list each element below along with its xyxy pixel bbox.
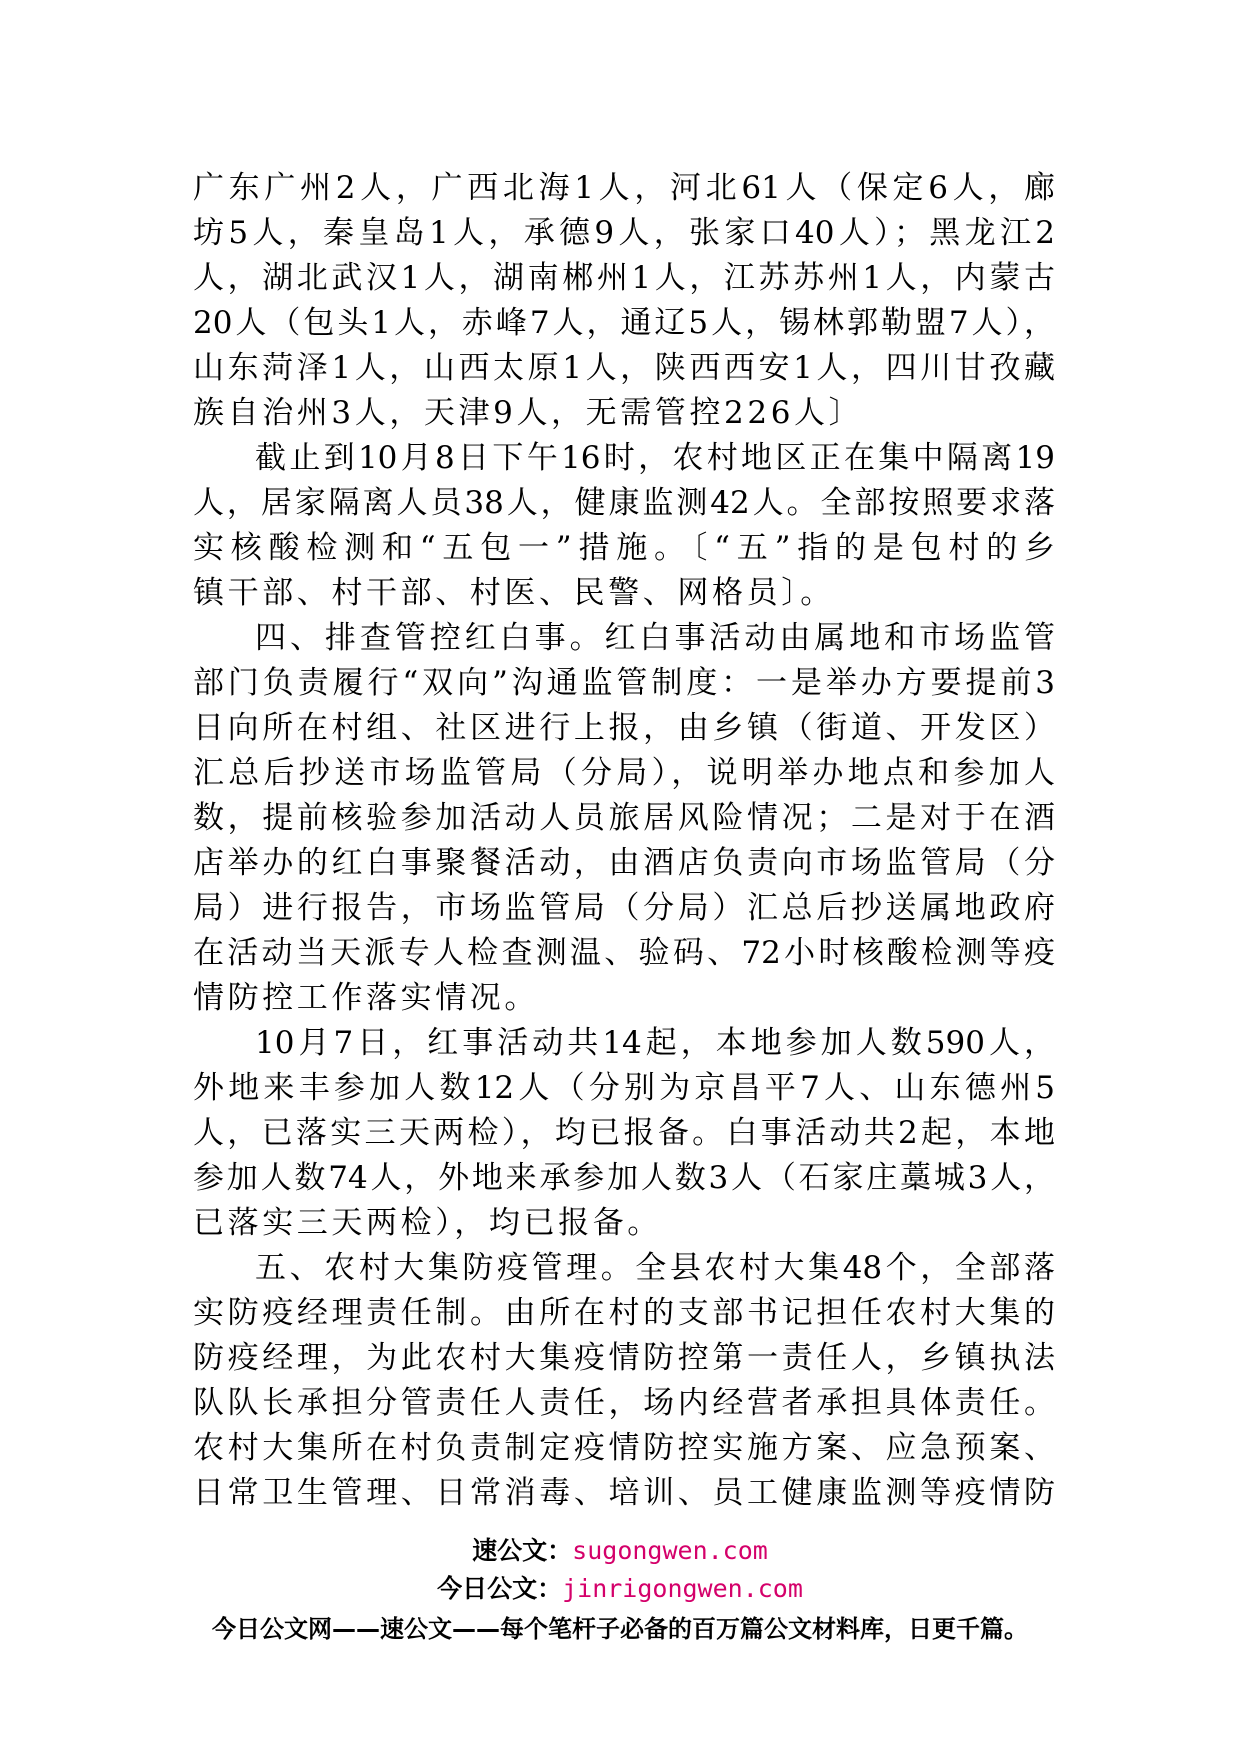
text-line: 山东菏泽1人，山西太原1人，陕西西安1人，四川甘孜藏	[193, 350, 1055, 386]
text-line: 截止到10月8日下午16时，农村地区正在集中隔离19	[255, 440, 1055, 476]
text-line: 日常卫生管理、日常消毒、培训、员工健康监测等疫情防	[193, 1475, 1055, 1511]
text-line: 在活动当天派专人检查测温、验码、72小时核酸检测等疫	[193, 935, 1055, 971]
text-line: 人，已落实三天两检），均已报备。白事活动共2起，本地	[193, 1115, 1055, 1151]
text-line: 参加人数74人，外地来承参加人数3人（石家庄藁城3人，	[193, 1160, 1055, 1196]
text-line: 实核酸检测和“五包一”措施。〔“五”指的是包村的乡	[193, 530, 1055, 566]
footer-jinrigongwen	[0, 1573, 1240, 1605]
text-line: 10月7日，红事活动共14起，本地参加人数590人，	[255, 1025, 1055, 1061]
footer-jinrigongwen-link[interactable]: jinrigongwen.com	[562, 1574, 803, 1603]
text-line: 情防控工作落实情况。	[193, 980, 539, 1016]
text-line: 镇干部、村干部、村医、民警、网格员〕。	[193, 575, 835, 611]
text-line: 已落实三天两检），均已报备。	[193, 1205, 662, 1241]
text-line: 店举办的红白事聚餐活动，由酒店负责向市场监管局（分	[193, 845, 1055, 881]
text-line: 局）进行报告，市场监管局（分局）汇总后抄送属地政府	[193, 890, 1055, 926]
text-line: 农村大集所在村负责制定疫情防控实施方案、应急预案、	[193, 1430, 1055, 1466]
text-line: 20人（包头1人，赤峰7人，通辽5人，锡林郭勒盟7人），	[193, 305, 1055, 341]
text-line: 族自治州3人，天津9人，无需管控226人〕	[193, 395, 864, 431]
text-line: 四、排查管控红白事。红白事活动由属地和市场监管	[255, 620, 1055, 656]
text-line: 外地来丰参加人数12人（分别为京昌平7人、山东德州5	[193, 1070, 1055, 1106]
text-line: 数，提前核验参加活动人员旅居风险情况；二是对于在酒	[193, 800, 1055, 836]
text-line: 人，湖北武汉1人，湖南郴州1人，江苏苏州1人，内蒙古	[193, 260, 1055, 296]
text-line: 广东广州2人，广西北海1人，河北61人（保定6人，廊	[193, 170, 1055, 206]
text-line: 日向所在村组、社区进行上报，由乡镇（街道、开发区）	[193, 710, 1055, 746]
text-line: 部门负责履行“双向”沟通监管制度：一是举办方要提前3	[193, 665, 1055, 701]
text-line: 实防疫经理责任制。由所在村的支部书记担任农村大集的	[193, 1295, 1055, 1331]
footer-sugongwen	[0, 1535, 1240, 1567]
text-line: 汇总后抄送市场监管局（分局），说明举办地点和参加人	[193, 755, 1055, 791]
footer-sugongwen-label: 速公文：	[472, 1536, 573, 1565]
text-line: 防疫经理，为此农村大集疫情防控第一责任人，乡镇执法	[193, 1340, 1055, 1376]
text-line: 坊5人，秦皇岛1人，承德9人，张家口40人）；黑龙江2	[193, 215, 1055, 251]
footer-sugongwen-link[interactable]: sugongwen.com	[572, 1536, 768, 1565]
footer-jinrigongwen-label: 今日公文：	[437, 1574, 563, 1603]
text-line: 人，居家隔离人员38人，健康监测42人。全部按照要求落	[193, 485, 1055, 521]
footer-tagline: 今日公文网——速公文——每个笔杆子必备的百万篇公文材料库，日更千篇。	[212, 1615, 1028, 1643]
document-body	[193, 166, 1055, 1516]
text-line: 队队长承担分管责任人责任，场内经营者承担具体责任。	[193, 1385, 1055, 1421]
text-line: 五、农村大集防疫管理。全县农村大集48个，全部落	[255, 1250, 1055, 1286]
